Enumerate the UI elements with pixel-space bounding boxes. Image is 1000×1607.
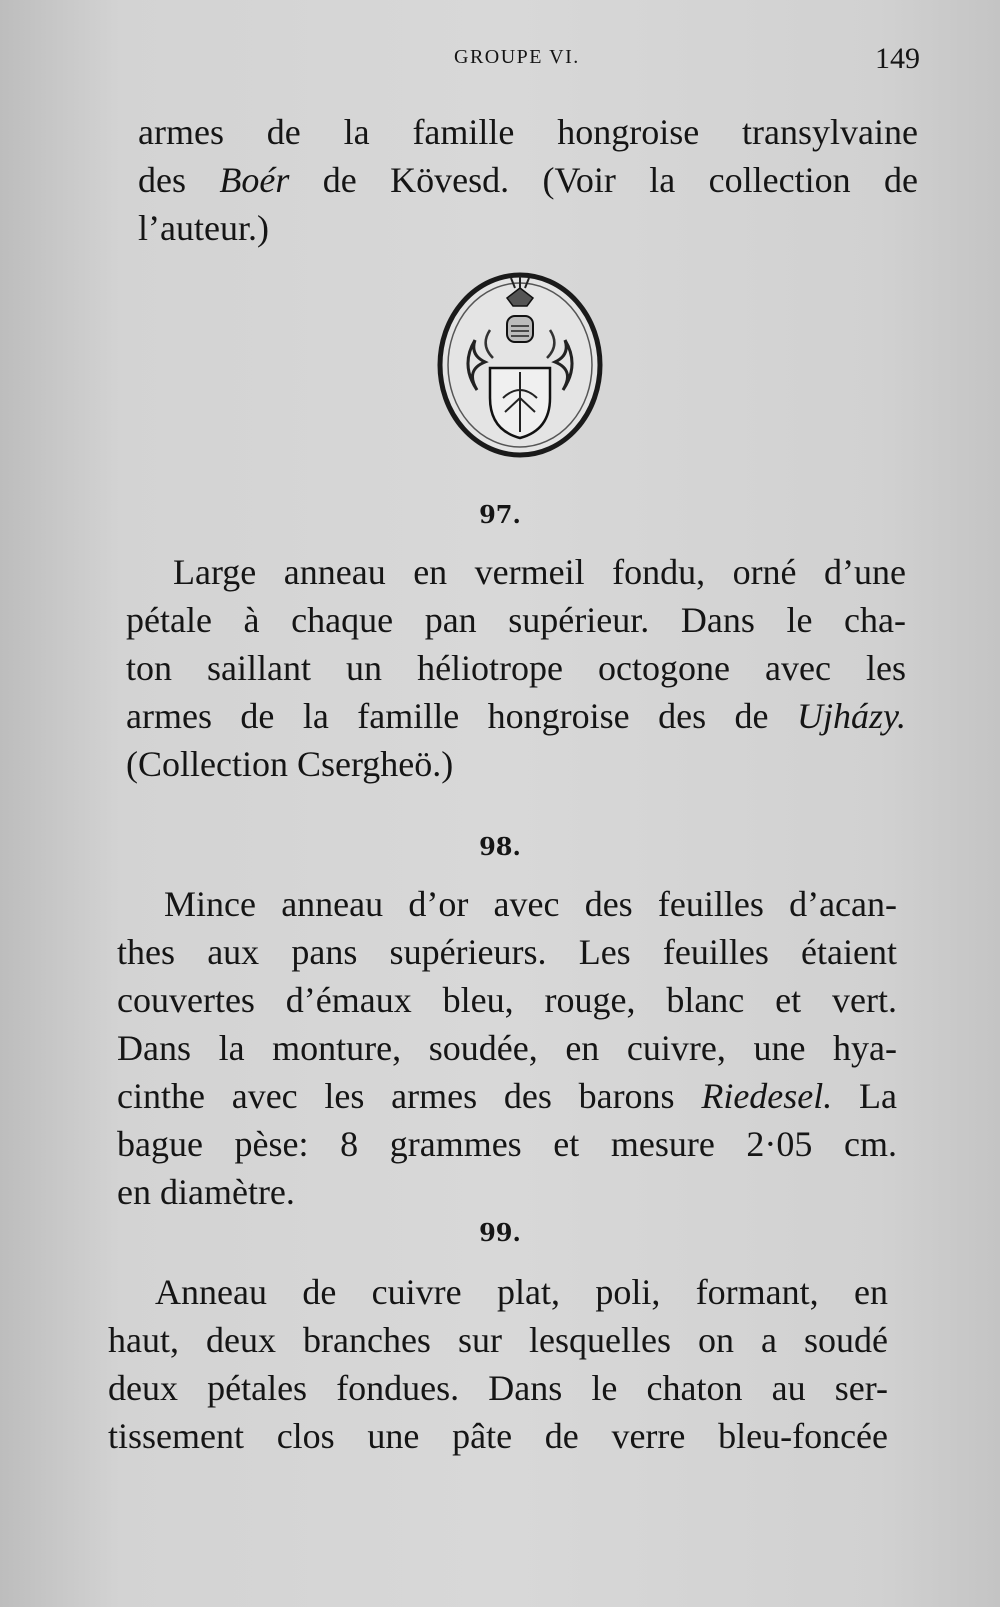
entry-98-paragraph xyxy=(117,880,897,1216)
page-header xyxy=(0,42,1000,82)
text-line xyxy=(117,1072,897,1120)
family-name: Ujházy. xyxy=(796,696,906,736)
entry-number-99: 99. xyxy=(479,1218,521,1247)
text-segment: des xyxy=(138,160,220,200)
intro-paragraph xyxy=(138,108,918,252)
text-line: Mince anneau d’or avec des feuilles d’acan- xyxy=(164,884,897,924)
entry-97-paragraph xyxy=(126,548,906,788)
text-line: deux pétales fondues. Dans le chaton au ser- xyxy=(108,1368,888,1408)
text-line: pétale à chaque pan supérieur. Dans le cha- xyxy=(126,600,906,640)
family-name: Riedesel. xyxy=(701,1076,833,1116)
text-line xyxy=(138,156,918,204)
text-line: l’auteur.) xyxy=(138,208,269,248)
heraldic-seal-illustration xyxy=(435,270,605,460)
text-line: thes aux pans supérieurs. Les feuilles étaient xyxy=(117,932,897,972)
text-line: Dans la monture, soudée, en cuivre, une hya- xyxy=(117,1028,897,1068)
text-line: couvertes d’émaux bleu, rouge, blanc et vert. xyxy=(117,980,897,1020)
text-segment: cinthe avec les armes des barons xyxy=(117,1076,702,1116)
entry-99-paragraph xyxy=(108,1268,888,1460)
entry-number-98: 98. xyxy=(479,832,521,861)
text-line: ton saillant un héliotrope octogone avec les xyxy=(126,648,906,688)
entry-number-97: 97. xyxy=(479,500,521,529)
text-line: haut, deux branches sur lesquelles on a soudé xyxy=(108,1320,888,1360)
text-line: armes de la famille hongroise transylvaine xyxy=(138,112,918,152)
text-line xyxy=(126,692,906,740)
text-segment: La xyxy=(832,1076,898,1116)
text-line: tissement clos une pâte de verre bleu-foncée xyxy=(108,1416,888,1456)
page-number: 149 xyxy=(875,42,920,75)
text-line: en diamètre. xyxy=(117,1172,295,1212)
text-segment: de Kövesd. (Voir la collection de xyxy=(289,160,918,200)
text-line: bague pèse: 8 grammes et mesure 2·05 cm. xyxy=(117,1124,897,1164)
text-line: Large anneau en vermeil fondu, orné d’une xyxy=(173,552,906,592)
text-line: Anneau de cuivre plat, poli, formant, en xyxy=(155,1272,888,1312)
text-line: (Collection Csergheö.) xyxy=(126,744,454,784)
family-name: Boér xyxy=(219,160,290,200)
text-segment: armes de la famille hongroise des de xyxy=(126,696,797,736)
running-head: GROUPE VI. xyxy=(454,46,580,68)
